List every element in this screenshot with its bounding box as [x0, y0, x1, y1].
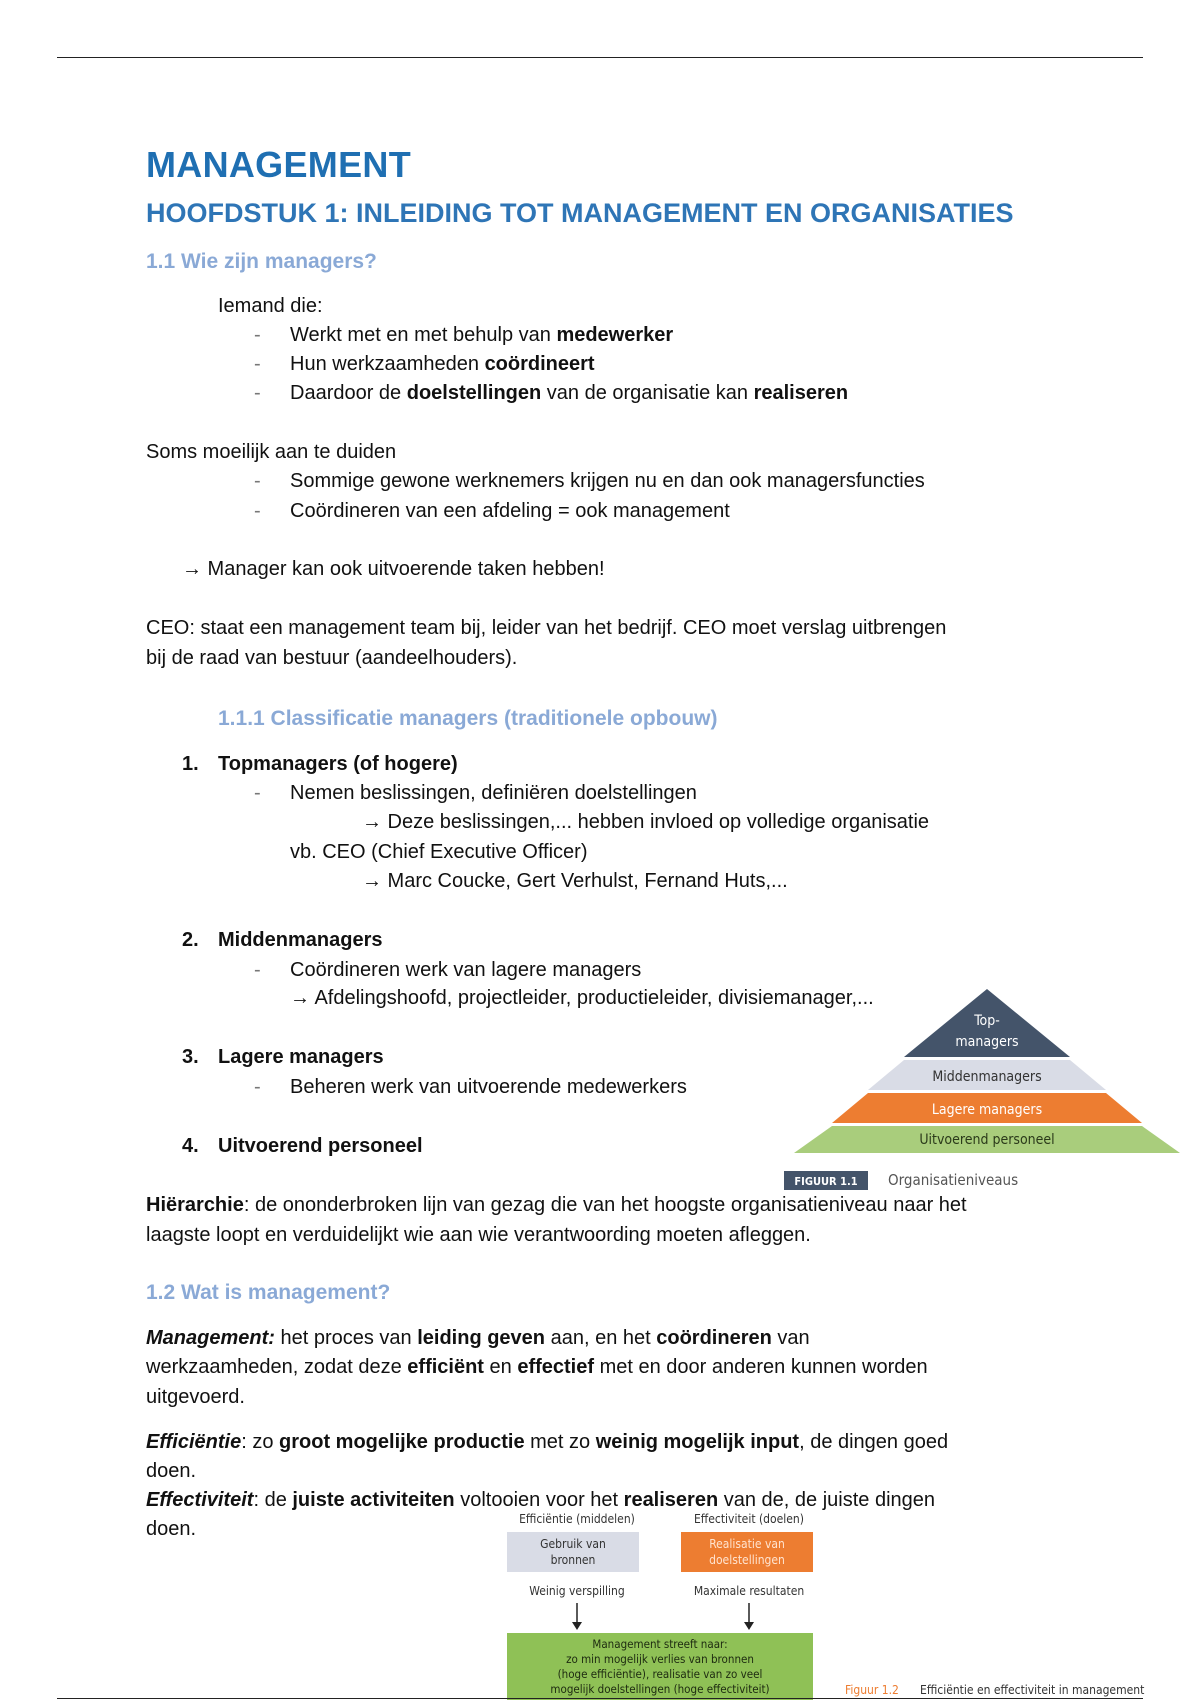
figure-note: Weinig verspilling	[529, 1584, 625, 1598]
list-title: Uitvoerend personeel	[218, 1135, 423, 1157]
management-definition: uitgevoerd.	[146, 1386, 245, 1408]
bullet-item: Hun werkzaamheden coördineert	[290, 353, 595, 375]
figure-column-heading: Efficiëntie (middelen)	[519, 1512, 635, 1526]
hierarchy-definition: Hiërarchie: de ononderbroken lijn van gezag die van het hoogste organisatieniveau naar het	[146, 1194, 967, 1216]
section-heading-1-1: 1.1 Wie zijn managers?	[146, 250, 377, 273]
arrow-note: → Marc Coucke, Gert Verhulst, Fernand Huts,...	[362, 870, 788, 892]
arrow-note: → Deze beslissingen,... hebben invloed op volledige organisatie	[362, 811, 930, 833]
hierarchy-definition: laagste loopt en verduidelijkt wie aan wie verantwoording moeten afleggen.	[146, 1224, 811, 1246]
paragraph: Soms moeilijk aan te duiden	[146, 441, 397, 463]
section-heading-1-1-1: 1.1.1 Classificatie managers (traditionele opbouw)	[218, 707, 718, 730]
list-title: Lagere managers	[218, 1046, 384, 1068]
goals-box-label: Realisatie van	[709, 1537, 785, 1551]
figure-label: FIGUUR 1.1	[794, 1175, 858, 1188]
section-heading-1-2: 1.2 Wat is management?	[146, 1281, 391, 1304]
bottom-rule	[57, 1698, 1143, 1699]
figure-label: Figuur 1.2	[845, 1683, 899, 1697]
bullet-dash: -	[254, 500, 261, 522]
pyramid-middle-label: Middenmanagers	[932, 1069, 1042, 1085]
bullet-dash: -	[254, 324, 261, 346]
down-arrow-icon	[744, 1622, 754, 1630]
top-rule	[57, 57, 1143, 58]
list-number: 4.	[182, 1135, 199, 1157]
bullet-dash: -	[254, 382, 261, 404]
bullet-item: Nemen beslissingen, definiëren doelstellingen	[290, 782, 697, 804]
efficiency-definition: doen.	[146, 1460, 197, 1482]
list-title: Middenmanagers	[218, 929, 383, 951]
chapter-heading: HOOFDSTUK 1: INLEIDING TOT MANAGEMENT EN ORGANISATIES	[146, 198, 1014, 228]
management-goal-text: zo min mogelijk verlies van bronnen	[566, 1652, 754, 1666]
pyramid-base-label: Uitvoerend personeel	[919, 1132, 1055, 1148]
bullet-dash: -	[254, 782, 261, 804]
pyramid-lower-label: Lagere managers	[931, 1102, 1043, 1118]
pyramid-top-label: managers	[955, 1034, 1019, 1050]
bullet-dash: -	[254, 353, 261, 375]
list-title: Topmanagers (of hogere)	[218, 753, 458, 775]
bullet-item: Coördineren van een afdeling = ook management	[290, 500, 730, 522]
management-definition: Management: het proces van leiding geven aan, en het coördineren van	[146, 1327, 810, 1349]
goals-box-label: doelstellingen	[709, 1553, 785, 1567]
list-number: 1.	[182, 753, 199, 775]
paragraph: CEO: staat een management team bij, leider van het bedrijf. CEO moet verslag uitbrengen	[146, 617, 947, 639]
resources-box-label: Gebruik van	[540, 1537, 606, 1551]
efficiency-definition: Efficiëntie: zo groot mogelijke productie met zo weinig mogelijk input, de dingen goed	[146, 1431, 949, 1453]
figure-caption: Organisatieniveaus	[888, 1171, 1019, 1189]
management-goal-text: mogelijk doelstellingen (hoge effectiviteit)	[550, 1682, 770, 1696]
down-arrow-icon	[572, 1622, 582, 1630]
effectiveness-definition: Effectiviteit: de juiste activiteiten voltooien voor het realiseren van de, de juiste dingen	[146, 1489, 935, 1511]
bullet-dash: -	[254, 959, 261, 981]
intro-text: Iemand die:	[218, 295, 323, 317]
organisation-levels-pyramid	[780, 985, 1190, 1195]
bullet-item: Beheren werk van uitvoerende medewerkers	[290, 1076, 687, 1098]
resources-box-label: bronnen	[550, 1553, 596, 1567]
management-goal-text: (hoge efficiëntie), realisatie van zo veel	[557, 1667, 763, 1681]
bullet-item: Sommige gewone werknemers krijgen nu en dan ook managersfuncties	[290, 470, 925, 492]
page-title: MANAGEMENT	[146, 144, 411, 185]
arrow-note: → Afdelingshoofd, projectleider, productieleider, divisiemanager,...	[290, 987, 874, 1009]
bullet-dash: -	[254, 1076, 261, 1098]
bullet-item: Werkt met en met behulp van medewerker	[290, 324, 674, 346]
bullet-item: Coördineren werk van lagere managers	[290, 959, 642, 981]
figure-column-heading: Effectiviteit (doelen)	[693, 1512, 805, 1526]
management-goal-text: Management streeft naar:	[592, 1637, 728, 1651]
bullet-item: Daardoor de doelstellingen van de organisatie kan realiseren	[290, 382, 849, 404]
figure-caption: Efficiëntie en effectiviteit in management	[920, 1683, 1145, 1697]
bullet-dash: -	[254, 470, 261, 492]
arrow-note: → Manager kan ook uitvoerende taken hebben!	[182, 558, 605, 580]
example-text: vb. CEO (Chief Executive Officer)	[290, 841, 588, 863]
effectiveness-definition: doen.	[146, 1518, 197, 1540]
list-number: 2.	[182, 929, 199, 951]
management-definition: werkzaamheden, zodat deze efficiënt en effectief met en door anderen kunnen worden	[146, 1356, 928, 1378]
figure-note: Maximale resultaten	[693, 1584, 805, 1598]
efficiency-effectiveness-figure	[505, 1508, 1180, 1700]
paragraph: bij de raad van bestuur (aandeelhouders).	[146, 647, 518, 669]
list-number: 3.	[182, 1046, 199, 1068]
pyramid-top-label: Top-	[974, 1013, 1000, 1029]
